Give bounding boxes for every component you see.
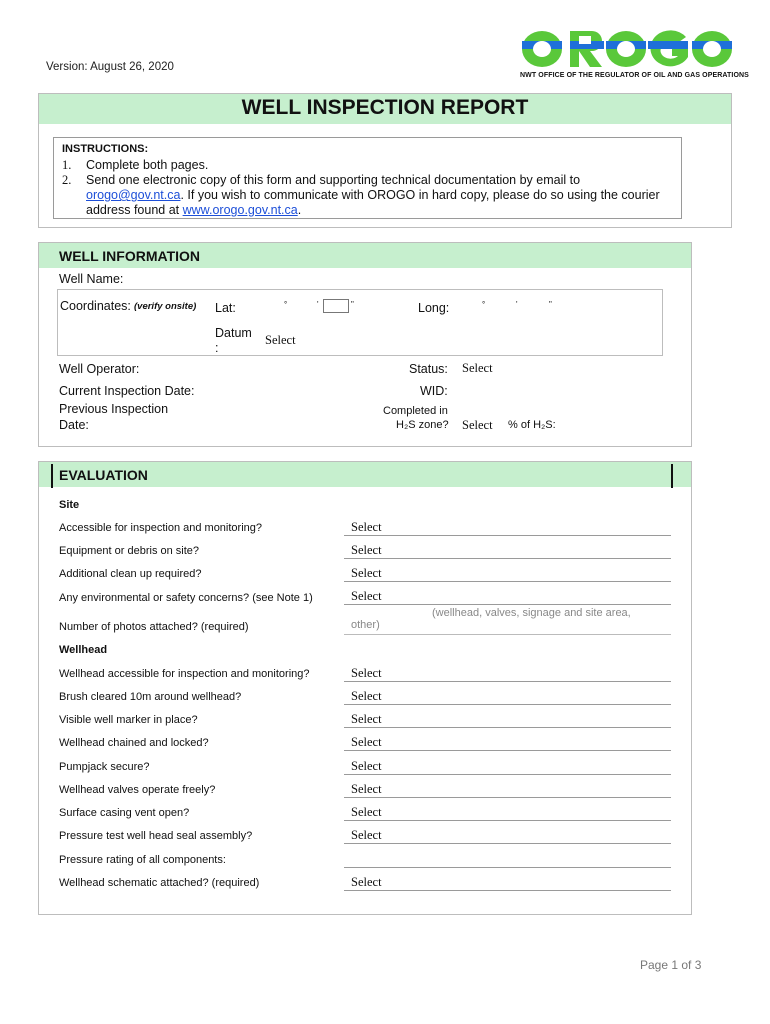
status-select[interactable]: Select	[462, 361, 493, 375]
eval-select-value: Select	[351, 735, 382, 749]
well-info-heading: WELL INFORMATION	[59, 248, 201, 264]
wid-label[interactable]: WID:	[420, 384, 448, 398]
long-minute-mark: '	[516, 300, 518, 309]
photos-label: Number of photos attached? (required)	[59, 621, 249, 633]
eval-select-value: Select	[351, 566, 382, 580]
eval-row-label: Accessible for inspection and monitoring?	[59, 522, 263, 534]
eval-row-label: Wellhead accessible for inspection and monitoring?	[59, 668, 310, 680]
latitude-label: Lat:	[215, 301, 236, 315]
lat-second-mark: "	[351, 300, 354, 309]
schematic-select[interactable]	[344, 874, 671, 891]
eval-select[interactable]	[344, 827, 671, 844]
lat-degree-mark: °	[284, 300, 288, 309]
eval-select[interactable]	[344, 565, 671, 582]
website-link[interactable]: www.orogo.gov.nt.ca	[182, 203, 298, 217]
well-name-label[interactable]: Well Name:	[59, 272, 124, 286]
eval-select[interactable]	[344, 781, 671, 798]
eval-select-value: Select	[351, 589, 382, 603]
coordinates-box	[57, 289, 663, 356]
eval-select[interactable]	[344, 665, 671, 682]
instruction-text: .	[297, 203, 302, 217]
eval-row-label: Brush cleared 10m around wellhead?	[59, 691, 242, 703]
eval-row-label: Additional clean up required?	[59, 568, 202, 580]
previous-date-label-cont: Date:	[59, 418, 89, 432]
evaluation-heading: EVALUATION	[59, 467, 148, 483]
eval-select-value: Select	[351, 875, 382, 889]
pressure-rating-label: Pressure rating of all components:	[59, 854, 226, 866]
page-number: Page 1 of 3	[640, 958, 702, 972]
eval-row-label: Wellhead chained and locked?	[59, 737, 209, 749]
h2s-zone-label: Completed in	[383, 405, 448, 417]
eval-select-value: Select	[351, 543, 382, 557]
instruction-text: . If you wish to communicate with OROGO in hard copy, please do so using the courier address found at	[86, 188, 660, 217]
well-operator-label[interactable]: Well Operator:	[59, 362, 140, 376]
h2s-zone-label-cont: H₂S zone?	[396, 419, 449, 431]
eval-select[interactable]	[344, 804, 671, 821]
eval-select-value: Select	[351, 712, 382, 726]
eval-select-value: Select	[351, 520, 382, 534]
eval-select-value: Select	[351, 828, 382, 842]
previous-date-label[interactable]: Previous Inspection	[59, 402, 169, 416]
logo-subtitle: NWT OFFICE OF THE REGULATOR OF OIL AND GAS OPERATIONS	[520, 72, 749, 79]
schematic-label: Wellhead schematic attached? (required)	[59, 877, 260, 889]
status-label: Status:	[409, 362, 448, 376]
well-information-section	[38, 242, 692, 447]
eval-row-label: Pressure test well head seal assembly?	[59, 830, 253, 842]
eval-select[interactable]	[344, 519, 671, 536]
h2s-zone-select[interactable]: Select	[462, 418, 493, 432]
datum-colon: :	[215, 341, 219, 355]
instruction-number: 2.	[62, 173, 72, 187]
instruction-item	[62, 173, 677, 218]
lat-seconds-input[interactable]	[323, 299, 349, 313]
site-subheading: Site	[59, 499, 80, 511]
instructions-heading: INSTRUCTIONS:	[62, 143, 149, 155]
eval-select-value: Select	[351, 782, 382, 796]
lat-minute-mark: '	[317, 300, 319, 309]
eval-row-label: Pumpjack secure?	[59, 761, 150, 773]
eval-row-label: Surface casing vent open?	[59, 807, 190, 819]
eval-select[interactable]	[344, 711, 671, 728]
eval-select[interactable]	[344, 758, 671, 775]
version-label: Version: August 26, 2020	[46, 61, 174, 73]
datum-select[interactable]: Select	[265, 333, 296, 347]
band-left-bar	[51, 464, 53, 488]
coordinates-note: (verify onsite)	[134, 301, 197, 312]
photos-hint-cont: other)	[351, 619, 380, 631]
instruction-item	[62, 158, 677, 173]
long-second-mark: "	[549, 300, 552, 309]
eval-select-value: Select	[351, 666, 382, 680]
pressure-rating-input[interactable]	[344, 851, 671, 868]
eval-select-value: Select	[351, 805, 382, 819]
photos-hint: (wellhead, valves, signage and site area,	[432, 607, 631, 619]
long-degree-mark: °	[482, 300, 486, 309]
instructions-list	[62, 158, 677, 218]
eval-row-label: Equipment or debris on site?	[59, 545, 200, 557]
longitude-label: Long:	[418, 301, 450, 315]
eval-row-label: Any environmental or safety concerns? (see Note 1)	[59, 592, 313, 604]
datum-label: Datum	[215, 326, 252, 340]
instruction-text: Complete both pages.	[86, 158, 209, 172]
photos-input[interactable]	[344, 618, 671, 635]
coordinates-label: Coordinates:	[60, 299, 131, 313]
eval-select[interactable]	[344, 588, 671, 605]
title-panel	[38, 93, 732, 228]
eval-select-value: Select	[351, 759, 382, 773]
eval-select[interactable]	[344, 688, 671, 705]
current-date-label[interactable]: Current Inspection Date:	[59, 384, 195, 398]
instruction-number: 1.	[62, 158, 72, 172]
eval-select-value: Select	[351, 689, 382, 703]
instructions-box	[53, 137, 682, 219]
logo-letters	[522, 30, 732, 67]
evaluation-section	[38, 461, 692, 915]
eval-row-label: Wellhead valves operate freely?	[59, 784, 216, 796]
email-link[interactable]: orogo@gov.nt.ca	[86, 188, 181, 202]
wellhead-subheading: Wellhead	[59, 644, 108, 656]
band-right-bar	[671, 464, 673, 488]
h2s-percent-label[interactable]: % of H₂S:	[508, 419, 556, 431]
instruction-text: Send one electronic copy of this form and supporting technical documentation by email to	[86, 173, 581, 187]
page-title: WELL INSPECTION REPORT	[241, 96, 529, 119]
eval-row-label: Visible well marker in place?	[59, 714, 198, 726]
eval-select[interactable]	[344, 734, 671, 751]
eval-select[interactable]	[344, 542, 671, 559]
